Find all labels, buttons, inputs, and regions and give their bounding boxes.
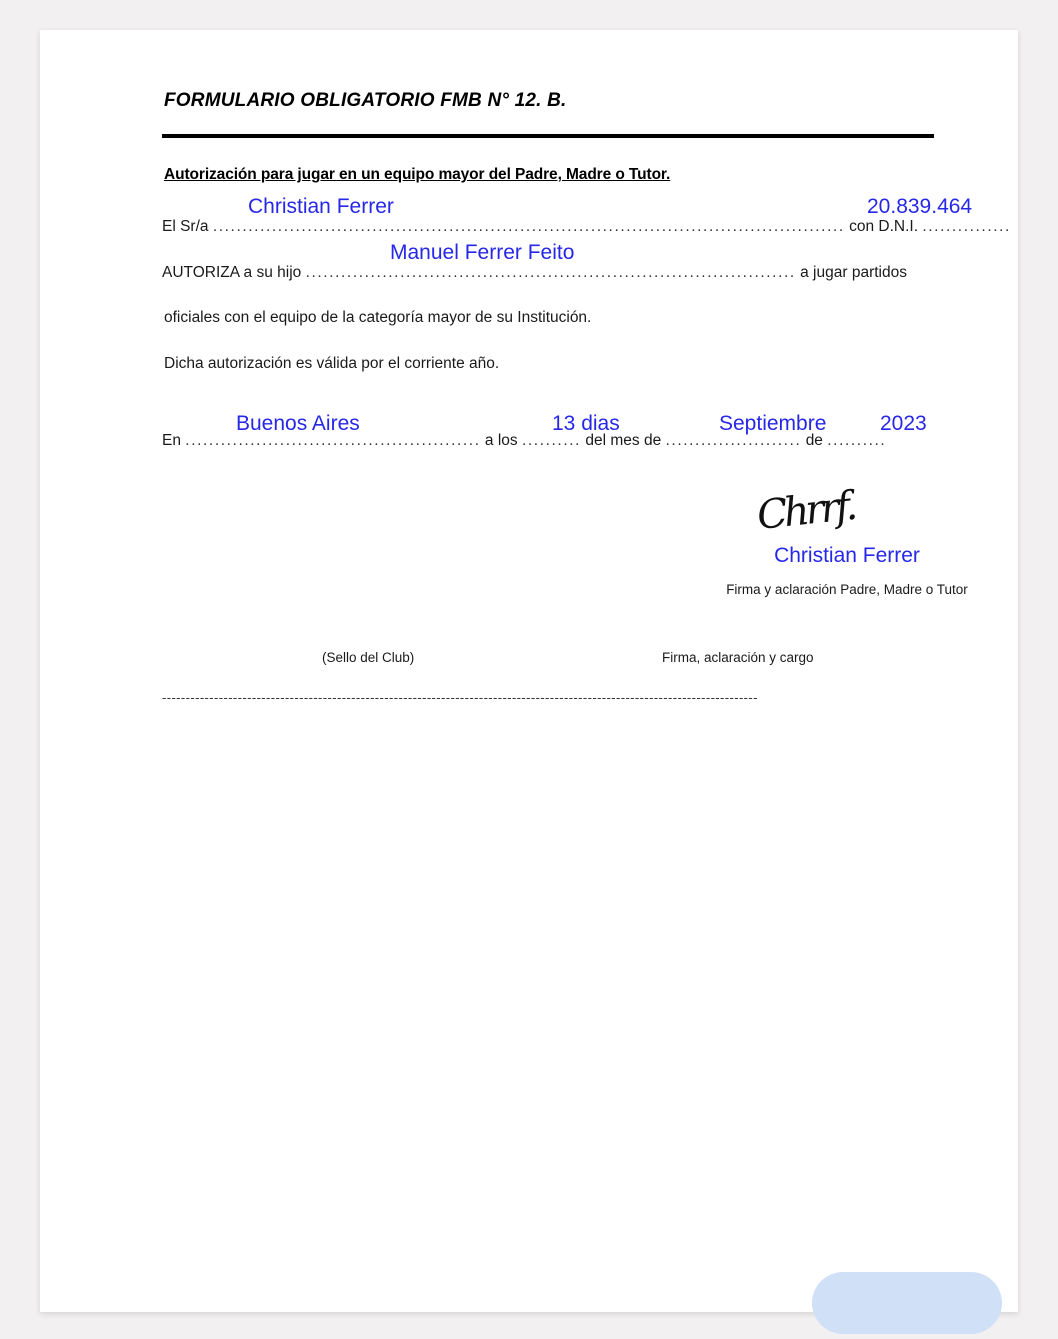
signature-mark: Chrrf. xyxy=(754,483,856,539)
month-value: Septiembre xyxy=(719,412,827,435)
dni-value: 20.839.464 xyxy=(867,195,973,218)
child-name-value: Manuel Ferrer Feito xyxy=(390,241,575,264)
document-body xyxy=(162,90,1011,708)
authorize-prefix-label: AUTORIZA a su hijo xyxy=(162,264,302,281)
place-value: Buenos Aires xyxy=(236,412,360,435)
year-value: 2023 xyxy=(880,412,927,435)
child-name-dotted-line: ................................................................................... xyxy=(305,264,796,281)
year-prefix-label: de xyxy=(805,432,823,449)
official-team-paragraph: oficiales con el equipo de la categoría mayor de su Institución. xyxy=(164,309,592,326)
sr-prefix-label: El Sr/a xyxy=(162,218,209,235)
footer-labels xyxy=(162,650,934,674)
parent-name-value: Christian Ferrer xyxy=(248,195,394,218)
place-and-date-row xyxy=(162,412,932,450)
decorative-corner-shape xyxy=(812,1272,1002,1334)
days-prefix-label: a los xyxy=(484,432,518,449)
parent-name-dotted-line: ........................................................................................................... xyxy=(212,218,845,235)
signature-caption: Firma y aclaración Padre, Madre o Tutor xyxy=(726,582,968,597)
day-value: 13 dias xyxy=(552,412,620,435)
title-divider xyxy=(162,134,934,138)
dni-dotted-line: ............... xyxy=(922,218,1011,235)
child-name-row xyxy=(162,241,932,286)
year-dotted-line: .......... xyxy=(827,432,887,449)
document-page xyxy=(40,30,1018,1312)
parent-name-row xyxy=(162,195,1011,240)
month-dotted-line: ....................... xyxy=(665,432,802,449)
days-dotted-line: .......... xyxy=(521,432,582,449)
signature-role-label: Firma, aclaración y cargo xyxy=(662,650,814,665)
place-dotted-line: .................................................. xyxy=(185,432,481,449)
validity-paragraph: Dicha autorización es válida por el corriente año. xyxy=(164,355,500,372)
footer-dashed-divider: ------------------------------------------------------------------------------------------------------------------------------ xyxy=(162,690,758,705)
club-seal-label: (Sello del Club) xyxy=(322,650,415,665)
page-title: FORMULARIO OBLIGATORIO FMB N° 12. B. xyxy=(164,90,567,111)
signature-name-value: Christian Ferrer xyxy=(774,544,920,567)
authorize-suffix-label: a jugar partidos xyxy=(800,264,907,281)
month-prefix-label: del mes de xyxy=(585,432,662,449)
dni-label: con D.N.I. xyxy=(849,218,919,235)
place-prefix-label: En xyxy=(162,432,181,449)
document-subtitle: Autorización para jugar en un equipo mayor del Padre, Madre o Tutor. xyxy=(164,166,671,183)
